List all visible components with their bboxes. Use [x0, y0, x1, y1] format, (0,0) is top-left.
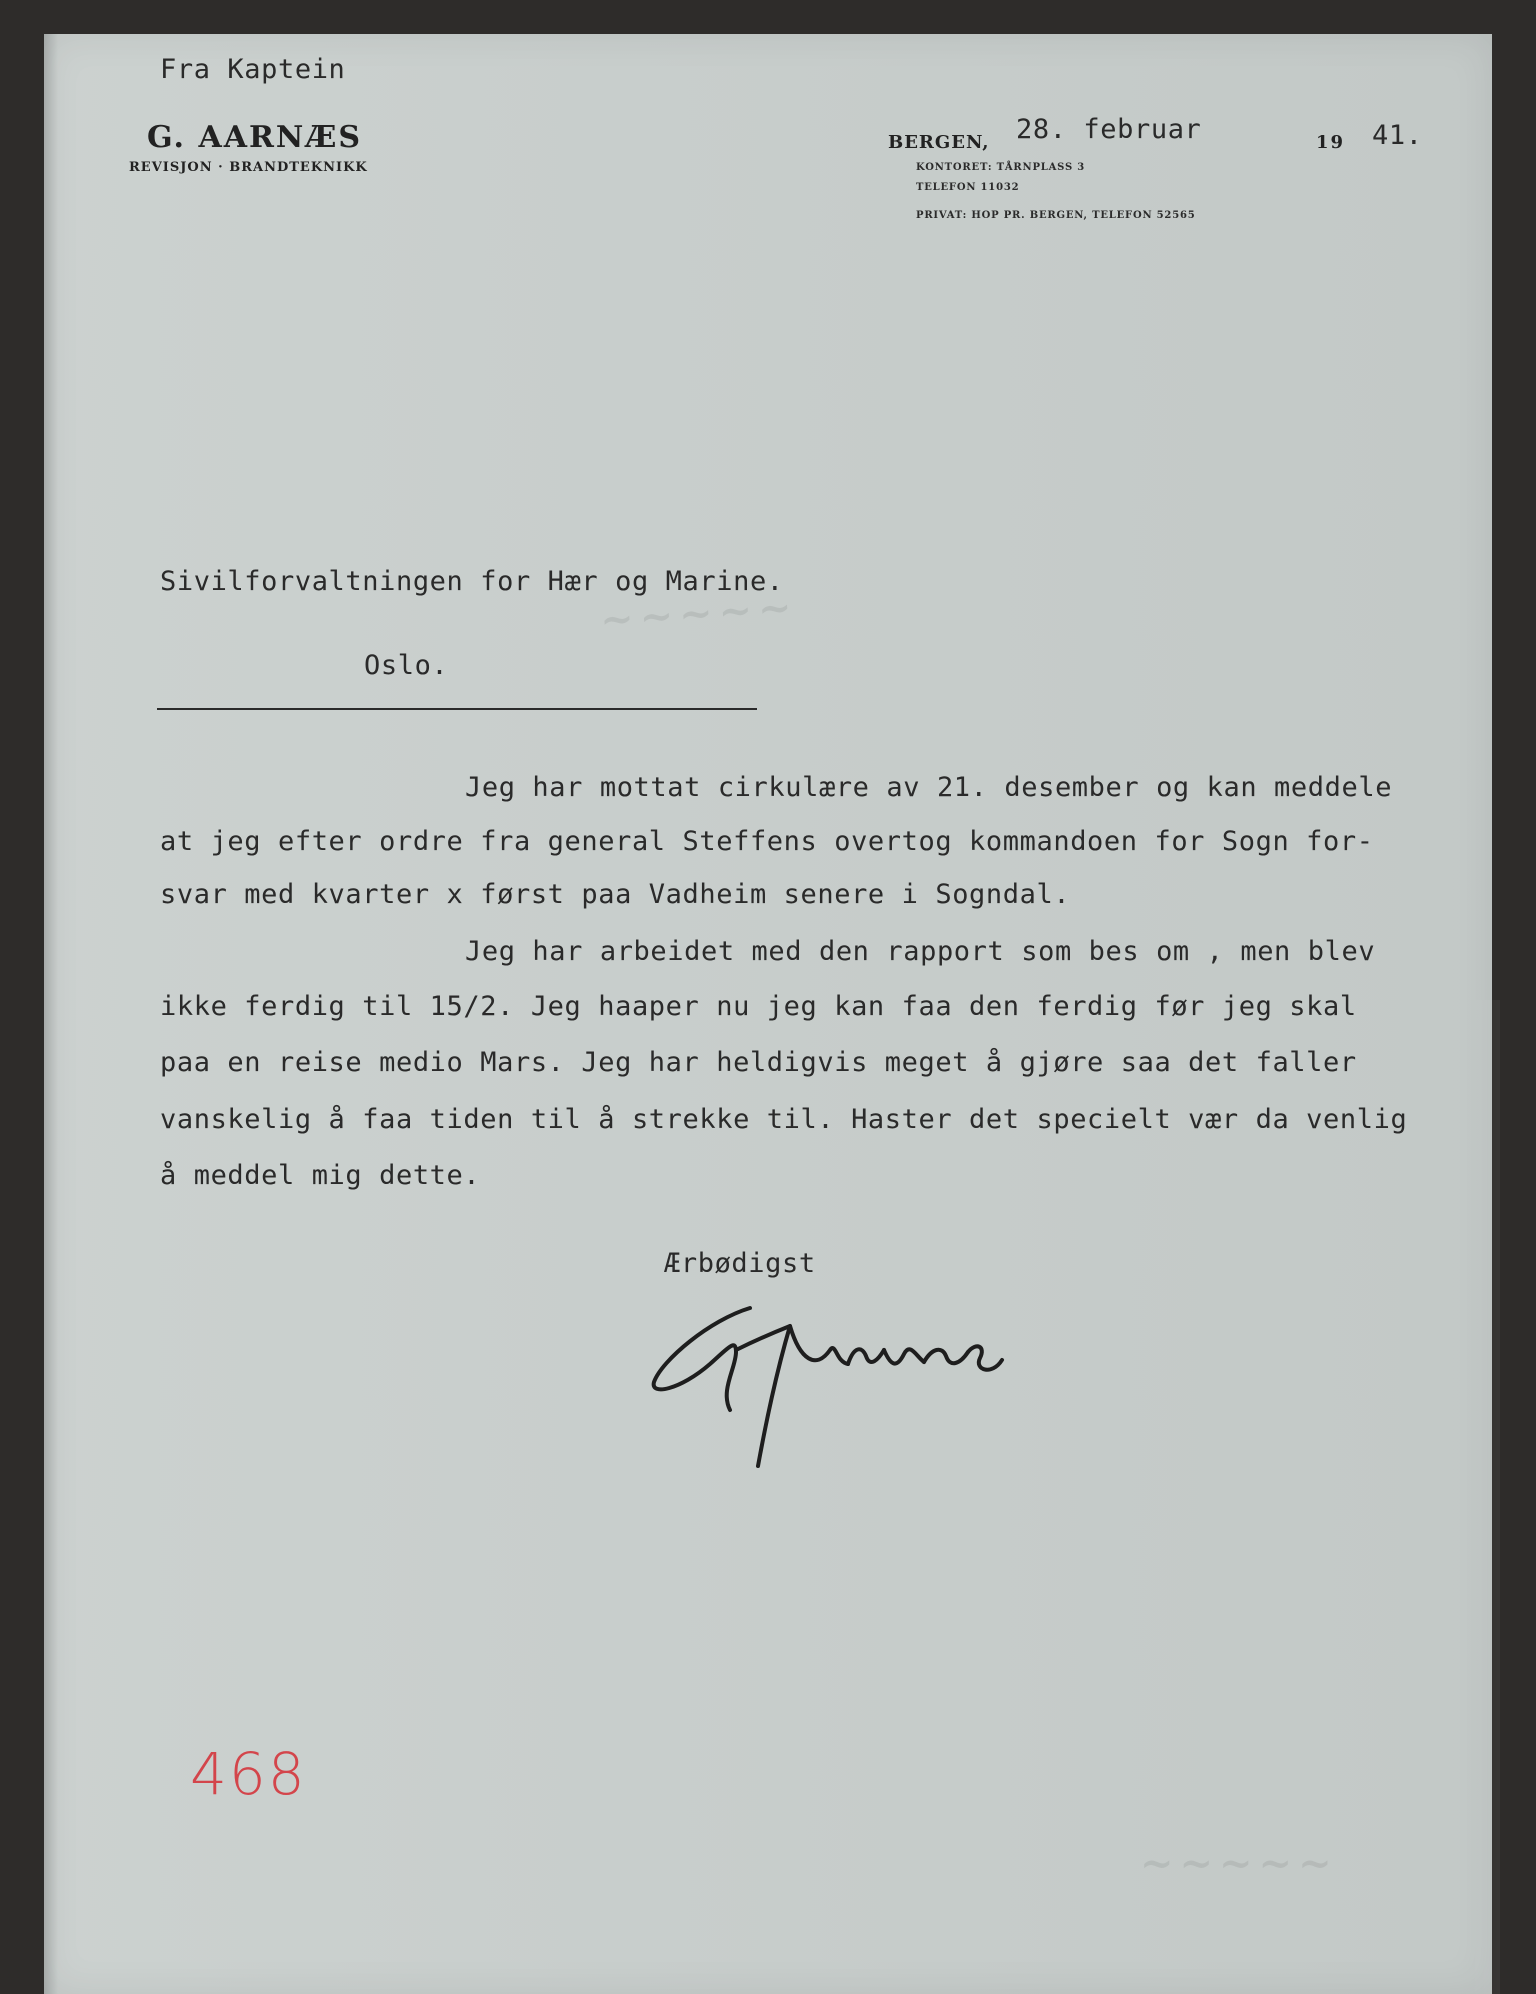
body-line-8: å meddel mig dette.	[160, 1160, 481, 1191]
year-typed: 41.	[1372, 120, 1423, 151]
body-line-3: svar med kvarter x først paa Vadheim senere i Sogndal.	[160, 879, 1071, 910]
bleed-through-mark: ~~~~~	[1140, 1840, 1338, 1887]
body-line-2: at jeg efter ordre fra general Steffens overtog kommandoen for Sogn for-	[160, 826, 1374, 857]
handwritten-signature	[640, 1290, 1020, 1480]
body-line-7: vanskelig å faa tiden til å strekke til. Haster det specielt vær da venlig	[160, 1104, 1408, 1135]
recipient-rule	[157, 708, 757, 710]
letterhead-name: G. AARNÆS	[147, 120, 363, 155]
letterhead-office: KONTORET: TÅRNPLASS 3	[916, 162, 1086, 173]
recipient-line2: Oslo.	[364, 650, 449, 681]
letterhead-private: PRIVAT: HOP PR. BERGEN, TELEFON 52565	[916, 210, 1196, 221]
note-top: Fra Kaptein	[160, 54, 346, 85]
sheet-fold-shade	[1470, 1000, 1500, 1994]
body-line-5: ikke ferdig til 15/2. Jeg haaper nu jeg kan faa den ferdig før jeg skal	[160, 991, 1357, 1022]
sheet-edge-shadow	[44, 34, 58, 1994]
archive-number: 468	[190, 1740, 307, 1808]
letterhead-phone: TELEFON 11032	[916, 182, 1020, 193]
body-line-6: paa en reise medio Mars. Jeg har heldigvis meget å gjøre saa det faller	[160, 1047, 1357, 1078]
closing: Ærbødigst	[664, 1248, 816, 1279]
letterhead-subtitle: REVISJON · BRANDTEKNIKK	[129, 160, 368, 175]
letterhead-city: BERGEN,	[888, 132, 990, 153]
recipient-line1: Sivilforvaltningen for Hær og Marine.	[160, 566, 784, 597]
letter-date: 28. februar	[1016, 114, 1202, 145]
body-line-1: Jeg har mottat cirkulære av 21. desember og kan meddele	[465, 772, 1393, 803]
year-prefix: 19	[1316, 132, 1346, 153]
bleed-through-mark: ~~~~~	[598, 583, 799, 644]
body-line-4: Jeg har arbeidet med den rapport som bes om , men blev	[465, 936, 1376, 967]
